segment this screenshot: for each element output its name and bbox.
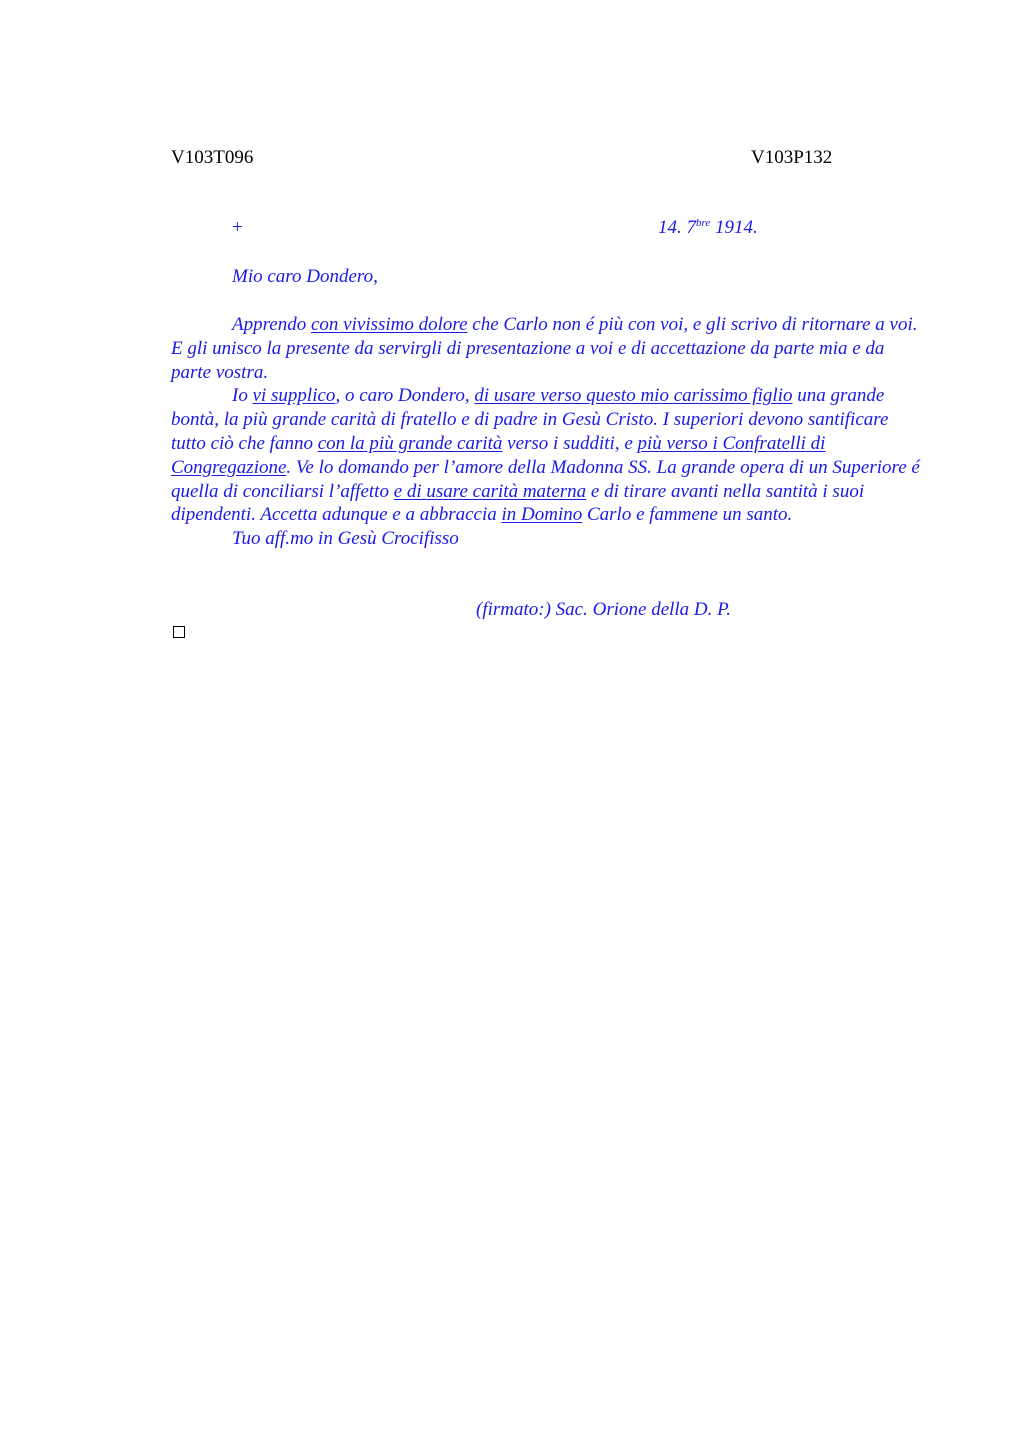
closing-line: Tuo aff.mo in Gesù Crocifisso: [232, 528, 459, 550]
text-run: Apprendo: [232, 314, 311, 335]
paragraph-2: [171, 384, 926, 527]
underlined-phrase: di usare verso questo mio carissimo figlio: [474, 385, 793, 407]
cross-mark: +: [232, 217, 243, 238]
underlined-phrase: con la più grande carità: [317, 432, 503, 454]
text-run: , o caro Dondero,: [335, 385, 475, 407]
end-square-icon: [173, 626, 185, 638]
underlined-phrase: vi supplico: [252, 385, 336, 407]
document-code-right: V103P132: [751, 147, 833, 168]
text-run: che Carlo non é più con voi, e gli scrivo di ritornare a voi. E gli unisco la presente da servirgli di presentazione a voi e di accettazione da parte mia e da parte vostra.: [171, 314, 918, 383]
paragraph-1: [171, 313, 926, 384]
document-code-left: V103T096: [171, 147, 254, 168]
date-day: 14. 7: [658, 217, 696, 238]
text-run: verso i sudditi, e: [502, 432, 638, 454]
text-run: Io: [232, 385, 253, 407]
underlined-phrase: in Domino: [501, 504, 583, 526]
text-run: . Ve lo domando per l’amore della Madonna SS. La grande opera di un Superiore é quella di conciliarsi l’affetto: [171, 456, 920, 502]
text-run: una grande bontà, la più grande carità di fratello e di padre in Gesù Cristo. I superiori devono santificare tutto ciò che fanno: [171, 385, 889, 454]
signature: (firmato:) Sac. Orione della D. P.: [476, 599, 732, 620]
date-year: 1914.: [710, 217, 758, 238]
letter-body: [171, 313, 926, 551]
underlined-phrase: con vivissimo dolore: [310, 314, 468, 335]
salutation: Mio caro Dondero,: [232, 266, 378, 287]
date-superscript: bre: [696, 217, 711, 229]
underlined-phrase: e di usare carità materna: [393, 480, 587, 502]
underlined-phrase: più verso i Confratelli di Congregazione: [171, 432, 826, 478]
letter-date: [658, 216, 758, 240]
text-run: Carlo e fammene un santo.: [582, 504, 793, 526]
text-run: e di tirare avanti nella santità i suoi dipendenti. Accetta adunque e a abbraccia: [171, 480, 865, 526]
